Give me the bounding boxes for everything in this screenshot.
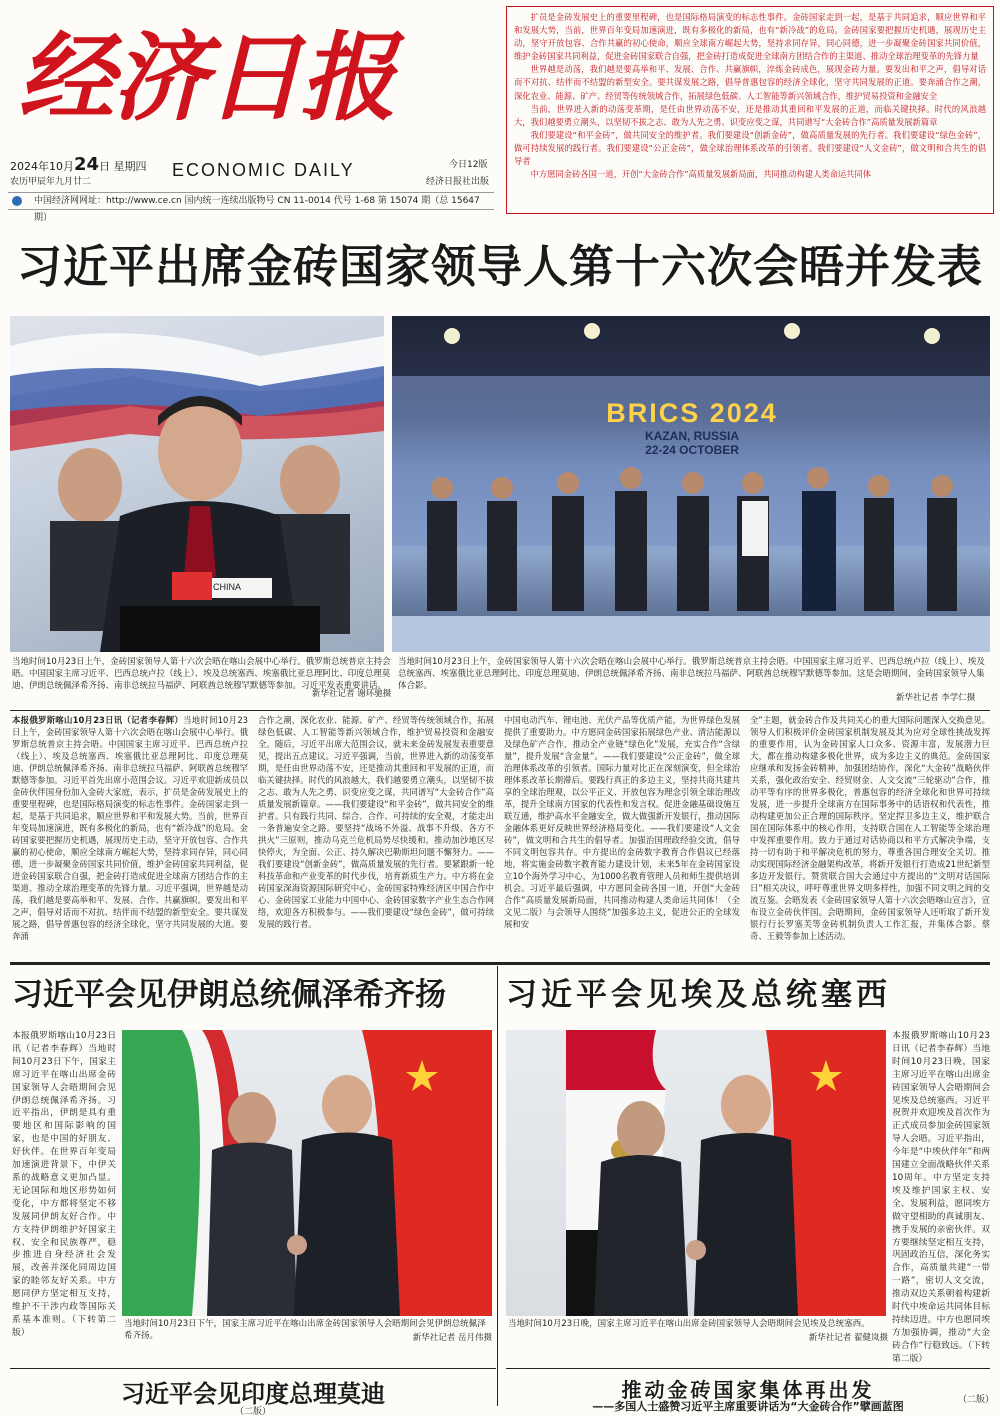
main-headline: 习近平出席金砖国家领导人第十六次会晤并发表 bbox=[16, 240, 983, 293]
group-photo-art bbox=[392, 316, 990, 652]
group-photo-caption: 当地时间10月23日上午，金砖国家领导人第十六次会晤在喀山会展中心举行。俄罗斯总统普京主持会晤。中国国家主席习近平、巴西总统卢拉（线上）、埃及总统塞西、埃塞俄比亚总理阿比、印度总理莫迪、伊朗总统佩泽希齐扬、南非总统拉马福萨、阿联酋总统穆罕默德等参加。这是会晤期间，金砖国家领导人集体合影。 bbox=[398, 657, 985, 691]
quote-paragraph: 中方愿同金砖各国一道，开创“大金砖合作”高质量发展新局面，共同推动构建人类命运共同体 bbox=[530, 169, 872, 180]
iran-meeting-headline: 习近平会见伊朗总统佩泽希齐扬 bbox=[12, 977, 446, 1013]
egypt-meeting-photo bbox=[506, 1030, 886, 1316]
speech-photo bbox=[10, 316, 384, 652]
article-column bbox=[12, 714, 248, 956]
egypt-photo-credit: 新华社记者 翟健岚摄 bbox=[808, 1333, 888, 1343]
iran-photo-credit: 新华社记者 岳月伟摄 bbox=[412, 1333, 492, 1343]
page-count: 今日12版 bbox=[449, 160, 488, 170]
quote-paragraph: 当前，世界进入新的动荡变革期，是任由世界动荡不安，还是推动其重回和平发展的正道，而临关键抉择。时代的风浪越大，我们越要勇立潮头，以坚韧不拔之志、敢为人先之勇、识变应变之谋，共同谱写“大金砖合作”高质量发展新篇章 bbox=[514, 103, 986, 127]
speech-photo-credit: 新华社记者 谢环驰摄 bbox=[312, 689, 392, 699]
section-divider-thick bbox=[10, 962, 990, 965]
newspaper-logo: 经济日报 bbox=[18, 21, 394, 134]
lunar-date: 农历甲辰年九月廿二 bbox=[10, 177, 92, 187]
india-meeting-headline[interactable]: 习近平会见印度总理莫迪 bbox=[121, 1380, 385, 1408]
brics-logo bbox=[592, 398, 792, 457]
egypt-meeting-headline: 习近平会见埃及总统塞西 bbox=[506, 977, 891, 1013]
group-photo bbox=[392, 316, 990, 652]
india-page-ref: （二版） bbox=[234, 1407, 271, 1416]
publisher: 经济日报社出版 bbox=[426, 177, 490, 187]
iran-photo-caption: 当地时间10月23日下午，国家主席习近平在喀山出席金砖国家领导人会晤期间会见伊朗总统佩泽希齐扬。 bbox=[124, 1319, 486, 1341]
key-quotes-box bbox=[506, 6, 994, 214]
article-text: 当地时间10月23日上午，金砖国家领导人第十六次会晤在喀山会展中心举行。俄罗斯总统普京主持会晤。中国国家主席习近平、巴西总统卢拉（线上）、埃及总统塞西、埃塞俄比亚总理阿比、印度总理莫迪、伊朗总统佩泽希齐扬、南非总统拉马福萨、阿联酋总统穆罕默德等参加。习近平首先出席小范围会议。习近平欢迎新成员以金砖伙伴国身份加入金砖大家庭，表示，扩员是金砖发展史上的重要里程碑，也是国际格局演变的标志性事件。金砖国家走到一起，是基于共同追求，顺应世界和平和发展大势。当前，世界百年变局加速演进，既有多极化的新局，也有“新冷战”的危局。金砖国家要把握历史机遇，展现历史主动，坚守开放包容、合作共赢的初心使命，顺应全球南方崛起大势，坚持求同存异，同心同德，进一步凝聚金砖国家共同价值，维护金砖国家共同利益，促进金砖国家联合自强，把金砖打造成促进全球南方团结合作的主渠道、推动全球治理变革的先锋力量。习近平强调，世界越是动荡，我们越是要高举和平、发展、合作、共赢旗帜。要发出和平之声，倡导对话而不对抗、结伴而不结盟的新型安全。要共谋发展之路，倡导普惠包容的经济全球化，坚守共同发展的大道。要奔涌 bbox=[12, 715, 248, 941]
iran-photo-art bbox=[122, 1030, 492, 1316]
brics-logo-title: BRICS 2024 bbox=[606, 398, 778, 428]
quote-paragraph: 我们要建设“和平金砖”，做共同安全的维护者。我们要建设“创新金砖”，做高质量发展的先行者。我们要建设“绿色金砖”，做可持续发展的践行者。我们要建设“公正金砖”，做全球治理体系改革的引领者。我们要建设“人文金砖”，做文明和合共生的倡导者 bbox=[514, 129, 986, 167]
section-divider bbox=[10, 710, 990, 711]
article-column: 全”主题，就金砖合作及共同关心的重大国际问题深入交换意见。领导人们积极评价金砖国家机制发展及其为应对全球性挑战发挥的重要作用，认为金砖国家人口众多、资源丰富，发展潜力巨大，都在推动构建多极化世界，成为多边主义的典范。金砖国家应继承和发扬金砖精神，加强团结协作，深化“大金砖”战略伙伴关系，强化政治安全、经贸财金、人文交流“三轮驱动”合作，推动平等有序的世界多极化，普惠包容的经济全球化和世界可持续发展，进一步提升全球南方在国际事务中的话语权和代表性，推动构建更加公正合理的国际秩序。坚定捍卫多边主义，维护联合国在国际体系中的核心作用，支持联合国在人工智能等全球治理中发挥重要作用。致力于通过对话协商以和平方式解决争端，支持一切有助于和平解决危机的努力，尊重各国合理安全关切。推动实现国际经济金融架构改革，将新开发银行打造成21世纪新型多边开发银行。赞赏联合国大会通过中方提出的“文明对话国际日”相关决议，呼吁尊重世界文明多样性，加强不同文明之间的交流互鉴。会晤发表《金砖国家领导人第十六次会晤喀山宣言》，宣布设立金砖伙伴国。会晤期间，金砖国家领导人还听取了新开发银行行长罗塞芙等金砖机制负责人工作汇报，并集体合影。蔡奇、王毅等参加上述活动。 bbox=[750, 715, 990, 941]
egypt-photo-art bbox=[506, 1030, 886, 1316]
egypt-photo-caption: 当地时间10月23日晚，国家主席习近平在喀山出席金砖国家领导人会晤期间会见埃及总统塞西。 bbox=[508, 1319, 870, 1329]
date-day: 24 bbox=[74, 154, 100, 175]
iran-article-text: 本报俄罗斯喀山10月23日讯（记者李春辉）当地时间10月23日下午，国家主席习近平在喀山出席金砖国家领导人会晤期间会见伊朗总统佩泽希齐扬。习近平指出，伊朗是具有重要地区和国际影响的国家，也是中国的好朋友、好伙伴。在世界百年变局加速演进背景下，中伊关系的战略意义更加凸显。无论国际和地区形势如何变化，中方都将坚定不移发展同伊朗友好合作。中方支持伊朗维护好国家主权、安全和民族尊严，稳步推进自身经济社会发展，改善并深化同周边国家的睦邻友好关系。中方愿同伊方坚定相互支持，维护不干涉内政等国际关系基本准则。（下转第二版） bbox=[12, 1031, 116, 1338]
article-column: 中国电动汽车、锂电池、光伏产品等优质产能，为世界绿色发展提供了重要助力。中方愿同金砖国家拓展绿色产业、清洁能源以及绿色矿产合作，推动全产业链“绿色化”发展，充实合作“含绿量”，提升发展“含金量”。——我们要建设“公正金砖”，做全球治理体系改革的引领者。国际力量对比正在深刻演变，但全球治理体系改革长期滞后。要践行真正的多边主义，坚持共商共建共享的全球治理观，以公平正义、开放包容为理念引领全球治理改革，提升全球南方国家的代表性和发言权。促进金融基础设施互联互通，维护高水平金融安全，做大做强新开发银行，推动国际金融体系更好反映世界经济格局变化。——我们要建设“人文金砖”，做文明和合共生的倡导者。加强治国理政经验交流，倡导不同文明包容共存。中方提出的金砖数字教育合作倡议已经落地，将实施金砖数字教育能力建设计划，未来5年在金砖国家设立10个海外学习中心，为1000名教育管理人员和师生提供培训机会。习近平最后强调，中方愿同金砖各国一道，开创“大金砖合作”高质量发展新局面，共同推动构建人类命运共同体！（全文见二版）与会领导人围绕“加强多边主义，促进公正的全球发展和安 bbox=[504, 715, 740, 929]
egypt-article-text: 本报俄罗斯喀山10月23日讯（记者李春辉）当地时间10月23日晚，国家主席习近平在喀山出席金砖国家领导人会晤期间会见埃及总统塞西。习近平祝贺并欢迎埃及首次作为正式成员参加金砖国家领导人会晤。习近平指出，今年是“中埃伙伴年”和两国建立全面战略伙伴关系10周年。中方坚定支持埃及维护国家主权、安全、发展利益，愿同埃方做守望相助的真诚朋友、携手发展的亲密伙伴。双方要继续坚定相互支持，巩固政治互信，深化务实合作，高质量共建“一带一路”，密切人文交流，推动双边关系朝着构建新时代中埃命运共同体目标持续迈进。中方也愿同埃方加强协调，推动“大金砖合作”行稳致远。（下转第二版） bbox=[892, 1031, 990, 1364]
date-prefix: 2024年10月 bbox=[10, 160, 74, 173]
english-name: ECONOMIC DAILY bbox=[172, 160, 355, 180]
date-suffix: 日 星期四 bbox=[99, 160, 147, 173]
brics-promo-subhead: ——多国人士盛赞习近平主席重要讲话为“大金砖合作”擘画蓝图 bbox=[592, 1400, 904, 1413]
quote-paragraph: 世界越是动荡，我们越是要高举和平、发展、合作、共赢旗帜，淬炼金砖成色，展现金砖力量。要发出和平之声，倡导对话而不对抗、结伴而不结盟的新型安全。要共谋发展之路，倡导普惠包容的经济全球化，坚守共同发展的正道。要奔涌合作之潮，深化农业、能源、矿产、经贸等传统领域合作，拓展绿色低碳、人工智能等新兴领域合作，维护贸易投资和金融安全 bbox=[514, 64, 986, 101]
brics-logo-dates: 22-24 OCTOBER bbox=[645, 443, 739, 457]
globe-icon bbox=[12, 196, 22, 206]
issue-date bbox=[10, 154, 147, 175]
article-column: 合作之潮，深化农业、能源、矿产、经贸等传统领域合作，拓展绿色低碳、人工智能等新兴领域合作，维护贸易投资和金融安全。随后，习近平出席大范围会议，就未来金砖发展发表重要意见，提出五点建议。习近平强调，当前，世界进入新的动荡变革期，是任由世界动荡不安，还是推动其重回和平发展的正道，而临关键抉择。时代的风浪越大，我们越要勇立潮头，以坚韧不拔之志、敢为人先之勇、识变应变之谋，共同谱写“大金砖合作”高质量发展新篇章。——我们要建设“和平金砖”，做共同安全的维护者。只有践行共同、综合、合作、可持续的安全观，才能走出一条普遍安全之路。要坚持“战场不外溢、战事不升级、各方不拱火”三原则，推动乌克兰危机局势尽快缓和。推动加沙地区尽快停火，为全面、公正、持久解决巴勒斯坦问题不懈努力。——我们要建设“创新金砖”，做高质量发展的先行者。要紧跟新一轮科技革命和产业变革的时代步伐，培育新质生产力。中方将在金砖国家深海资源国际研究中心、金砖国家特殊经济区中国合作中心、金砖国家工业能力中国中心、金砖国家数字产业生态合作网络，欢迎各方积极参与。——我们要建设“绿色金砖”，做可持续发展的践行者。 bbox=[258, 715, 494, 929]
iran-meeting-photo bbox=[122, 1030, 492, 1316]
speech-photo-caption: 当地时间10月23日上午，金砖国家领导人第十六次会晤在喀山会展中心举行。俄罗斯总统普京主持会晤。中国国家主席习近平、巴西总统卢拉（线上）、埃及总统塞西、埃塞俄比亚总理阿比、印度总理莫迪、伊朗总统佩泽希齐扬、南非总统拉马福萨、阿联酋总统穆罕默德等参加。习近平发表重要讲话。 bbox=[12, 657, 391, 691]
brics-promo-headline[interactable]: 推动金砖国家集体再出发 bbox=[621, 1378, 875, 1402]
quote-paragraph: 扩员是金砖发展史上的重要里程碑，也是国际格局演变的标志性事件。金砖国家走到一起，是基于共同追求，顺应世界和平和发展大势，当前，世界百年变局加速演进，既有多极化的新局，也有“新冷战”的危局。金砖国家要把握历史机遇，展现历史主动，坚守开放包容、合作共赢的初心使命，顺应全球南方崛起大势，坚持求同存异，同心同德，进一步凝聚金砖国家共同价值，维护金砖国家共同利益，促进金砖国家联合自强，把金砖打造成促进全球南方团结合作的主渠道、推动全球治理变革的先锋力量 bbox=[514, 12, 986, 62]
info-bar: 中国经济网网址：http://www.ce.cn 国内统一连续出版物号 CN 11-0014 代号 1-68 第 15074 期（总 15647 期） bbox=[8, 192, 494, 210]
article-dateline: 本报俄罗斯喀山10月23日讯（记者李春辉） bbox=[12, 715, 184, 725]
promo-divider bbox=[506, 1368, 990, 1369]
brics-promo-page-ref: （二版） bbox=[958, 1395, 995, 1405]
group-photo-credit: 新华社记者 李学仁摄 bbox=[896, 693, 976, 703]
name-card-label: CHINA bbox=[213, 582, 242, 592]
brics-logo-city: KAZAN, RUSSIA bbox=[644, 429, 739, 443]
speech-photo-art bbox=[10, 316, 384, 652]
vertical-divider bbox=[497, 966, 498, 1406]
promo-divider bbox=[10, 1368, 496, 1369]
